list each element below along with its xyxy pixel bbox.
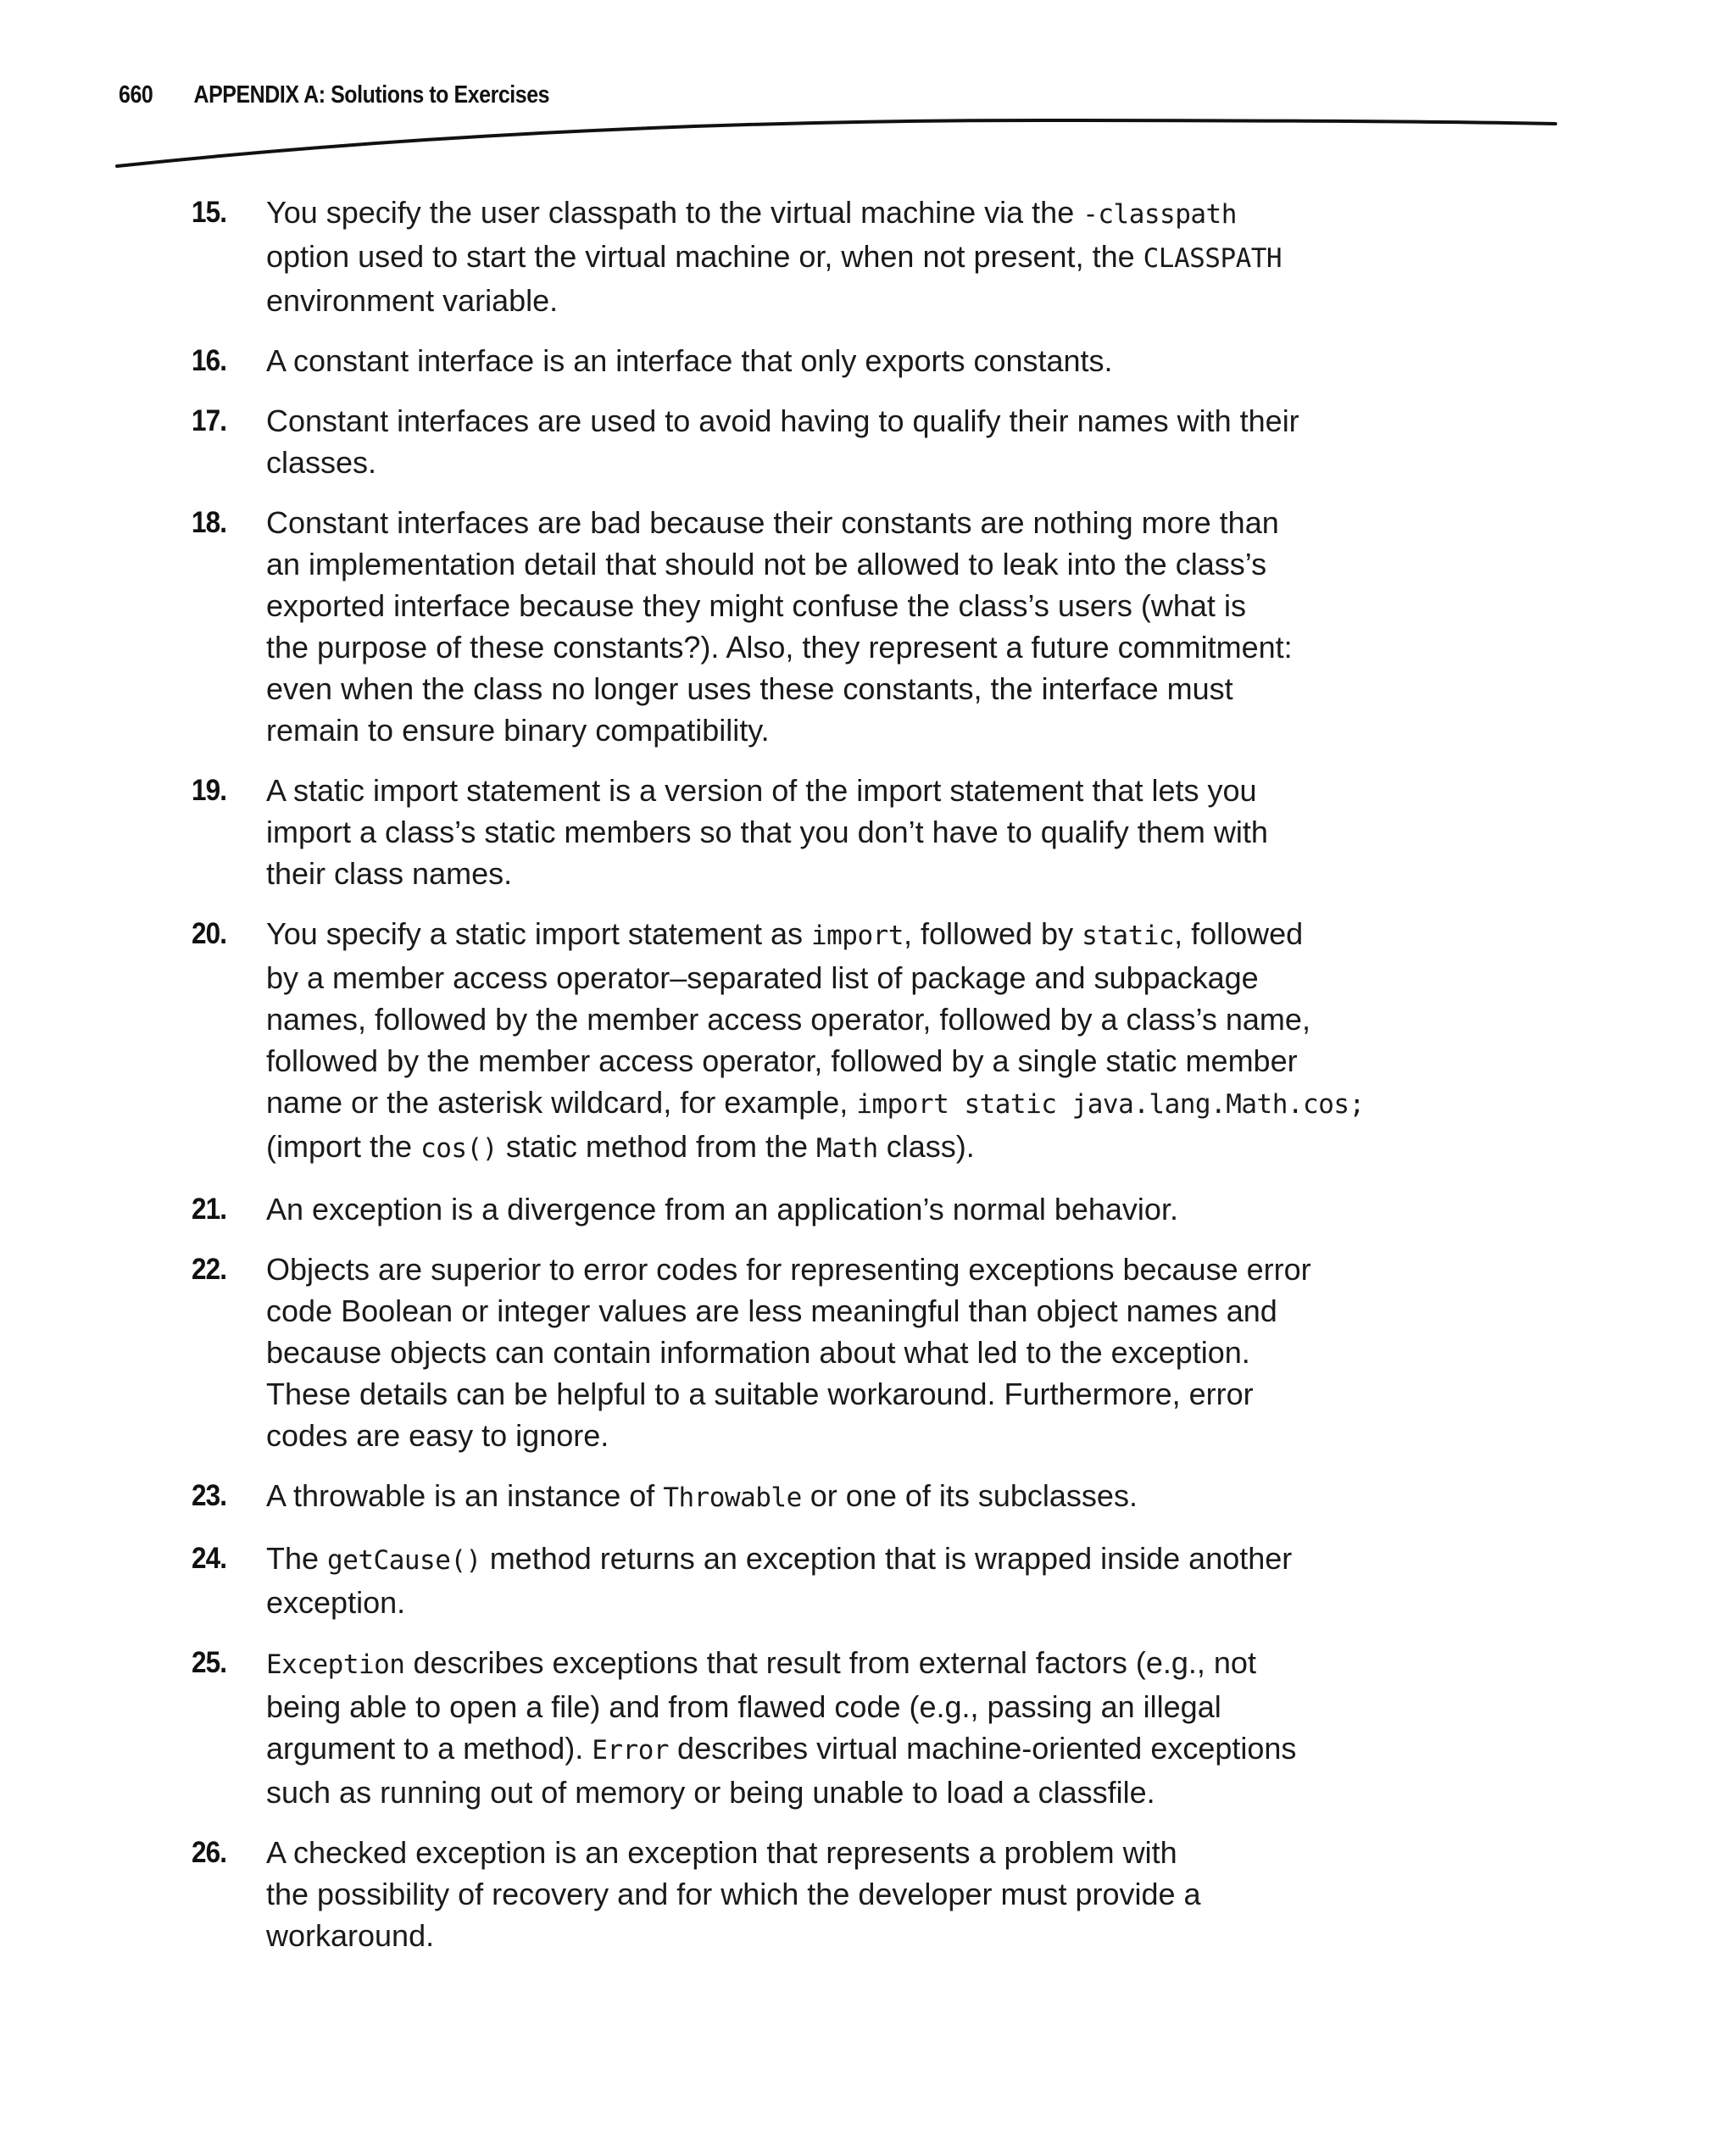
- item-text: [266, 1832, 1497, 1956]
- code-exception: Exception: [266, 1649, 405, 1680]
- item-text: [266, 913, 1497, 1170]
- text-line: A static import statement is a version of the import statement that lets you: [266, 773, 1257, 808]
- text-line: import a class’s static members so that you don’t have to qualify them with: [266, 815, 1268, 849]
- code-classpath-env: CLASSPATH: [1143, 243, 1283, 274]
- item-number: 17.: [192, 404, 227, 437]
- text-line: environment variable.: [266, 283, 559, 318]
- answer-item-21: [192, 1188, 1497, 1230]
- item-number: 24.: [192, 1542, 227, 1575]
- text-line: the possibility of recovery and for which the developer must provide a: [266, 1877, 1201, 1911]
- code-import: import: [810, 921, 904, 951]
- text-run: A throwable is an instance of: [266, 1478, 664, 1513]
- item-number: 23.: [192, 1479, 227, 1512]
- item-number: 18.: [192, 506, 227, 539]
- code-cos: cos(): [420, 1133, 498, 1164]
- answer-item-16: [192, 340, 1497, 381]
- answer-item-19: [192, 770, 1497, 894]
- header-rule: [110, 110, 1568, 178]
- text-line: the purpose of these constants?). Also, they represent a future commitment:: [266, 630, 1293, 665]
- answer-item-23: [192, 1475, 1497, 1519]
- answer-item-15: [192, 192, 1497, 321]
- answer-item-25: [192, 1642, 1497, 1813]
- text-line: A checked exception is an exception that represents a problem with: [266, 1835, 1177, 1870]
- text-run: You specify a static import statement as: [266, 916, 811, 951]
- text-line: code Boolean or integer values are less meaningful than object names and: [266, 1293, 1277, 1328]
- code-static: static: [1082, 921, 1175, 951]
- text-line: because objects can contain information about what led to the exception.: [266, 1335, 1250, 1370]
- text-run: (import the: [266, 1129, 421, 1164]
- code-math: Math: [816, 1133, 878, 1164]
- text-line: even when the class no longer uses these constants, the interface must: [266, 671, 1233, 706]
- item-number: 20.: [192, 917, 227, 950]
- code-getcause: getCause(): [327, 1545, 481, 1576]
- code-error: Error: [592, 1735, 670, 1766]
- text-line: Constant interfaces are bad because their constants are nothing more than: [266, 505, 1279, 540]
- text-line: workaround.: [266, 1918, 435, 1953]
- text-line: An exception is a divergence from an application’s normal behavior.: [266, 1192, 1178, 1227]
- text-line: followed by the member access operator, followed by a single static member: [266, 1043, 1298, 1078]
- item-text: [266, 1642, 1497, 1813]
- text-run: class).: [877, 1129, 975, 1164]
- item-text: [266, 1188, 1497, 1230]
- item-number: 22.: [192, 1253, 227, 1286]
- answer-item-17: [192, 400, 1497, 483]
- code-import-example: import static java.lang.Math.cos;: [856, 1089, 1365, 1120]
- text-line: being able to open a file) and from flawed code (e.g., passing an illegal: [266, 1689, 1221, 1724]
- text-line: Objects are superior to error codes for representing exceptions because error: [266, 1252, 1311, 1287]
- text-line: by a member access operator–separated list of package and subpackage: [266, 960, 1259, 995]
- answer-item-22: [192, 1249, 1497, 1456]
- text-run: The: [266, 1541, 328, 1576]
- item-text: [266, 340, 1497, 381]
- text-line: classes.: [266, 445, 377, 480]
- answer-item-18: [192, 502, 1497, 751]
- text-run: option used to start the virtual machine or, when not present, the: [266, 239, 1143, 274]
- item-text: [266, 1249, 1497, 1456]
- text-line: names, followed by the member access operator, followed by a class’s name,: [266, 1002, 1310, 1037]
- text-line: codes are easy to ignore.: [266, 1418, 609, 1453]
- text-run: , followed: [1174, 916, 1304, 951]
- answer-item-24: [192, 1538, 1497, 1623]
- answer-item-26: [192, 1832, 1497, 1956]
- text-run: static method from the: [497, 1129, 817, 1164]
- text-line: exception.: [266, 1585, 406, 1620]
- text-run: describes exceptions that result from external factors (e.g., not: [404, 1645, 1256, 1680]
- text-line: Constant interfaces are used to avoid having to qualify their names with their: [266, 403, 1299, 438]
- answer-list: [192, 192, 1497, 1975]
- item-number: 25.: [192, 1646, 227, 1679]
- answer-item-20: [192, 913, 1497, 1170]
- page-number: 660: [119, 81, 153, 108]
- item-number: 19.: [192, 774, 227, 807]
- item-text: [266, 502, 1497, 751]
- text-run: describes virtual machine-oriented exceptions: [669, 1731, 1297, 1766]
- item-text: [266, 770, 1497, 894]
- code-classpath-option: -classpath: [1082, 199, 1237, 230]
- item-text: [266, 400, 1497, 483]
- running-header: [119, 81, 549, 109]
- item-text: [266, 1538, 1497, 1623]
- text-run: You specify the user classpath to the virtual machine via the: [266, 195, 1083, 230]
- running-title: APPENDIX A: Solutions to Exercises: [193, 81, 550, 108]
- text-line: exported interface because they might confuse the class’s users (what is: [266, 588, 1246, 623]
- code-throwable: Throwable: [663, 1482, 802, 1513]
- text-line: their class names.: [266, 856, 513, 891]
- text-run: , followed by: [903, 916, 1082, 951]
- text-run: or one of its subclasses.: [801, 1478, 1138, 1513]
- text-run: method returns an exception that is wrapped inside another: [481, 1541, 1293, 1576]
- item-number: 21.: [192, 1193, 227, 1226]
- item-text: [266, 1475, 1497, 1519]
- text-run: name or the asterisk wildcard, for example,: [266, 1085, 857, 1120]
- item-number: 16.: [192, 344, 227, 377]
- text-line: These details can be helpful to a suitable workaround. Furthermore, error: [266, 1377, 1254, 1411]
- text-line: an implementation detail that should not be allowed to leak into the class’s: [266, 547, 1267, 581]
- text-line: A constant interface is an interface that only exports constants.: [266, 343, 1113, 378]
- item-text: [266, 192, 1497, 321]
- text-run: argument to a method).: [266, 1731, 593, 1766]
- item-number: 15.: [192, 196, 227, 229]
- text-line: remain to ensure binary compatibility.: [266, 713, 770, 748]
- item-number: 26.: [192, 1836, 227, 1869]
- text-line: such as running out of memory or being unable to load a classfile.: [266, 1775, 1155, 1810]
